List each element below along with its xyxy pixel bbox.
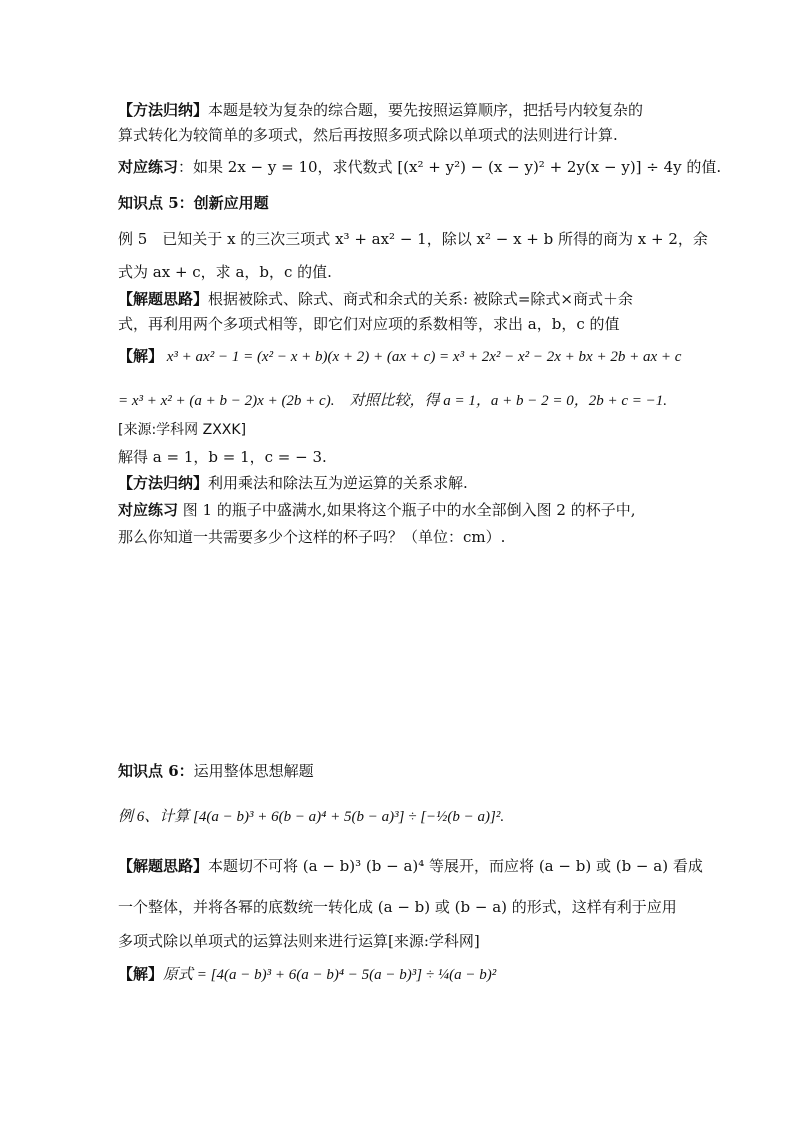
- solution-6: 【解】原式 = [4(a − b)³ + 6(a − b)⁴ − 5(a − b)³] ÷ ¼(a − b)²: [118, 965, 497, 983]
- example-5-cont: 式为 ax + c，求 a，b，c 的值.: [118, 263, 332, 281]
- solution-idea-5-cont: 式，再利用两个多项式相等，即它们对应项的系数相等，求出 a，b，c 的值: [118, 315, 620, 333]
- solution-5-cont: = x³ + x² + (a + b − 2)x + (2b + c). 对照比较，得 a = 1，a + b − 2 = 0，2b + c = −1.: [118, 393, 667, 409]
- method-summary-1-cont: 算式转化为较简单的多项式，然后再按照多项式除以单项式的法则进行计算.: [118, 126, 618, 144]
- exercise-2-cont: 那么你知道一共需要多少个这样的杯子吗？（单位：cm）.: [118, 528, 506, 546]
- exercise-2: 对应练习 图 1 的瓶子中盛满水,如果将这个瓶子中的水全部倒入图 2 的杯子中,: [118, 501, 636, 519]
- source-note-1: [来源:学科网 ZXXK]: [118, 422, 247, 438]
- solution-idea-5: 【解题思路】根据被除式、除式、商式和余式的关系: 被除式=除式×商式＋余: [118, 290, 633, 308]
- solution-idea-6: 【解题思路】本题切不可将 (a − b)³ (b − a)⁴ 等展开，而应将 (a − b) 或 (b − a) 看成: [118, 857, 703, 875]
- example-6: 例 6、计算 [4(a − b)³ + 6(b − a)⁴ + 5(b − a)³] ÷ [−½(b − a)]².: [118, 809, 505, 825]
- solution-idea-6-cont2: 多项式除以单项式的运算法则来进行运算[来源:学科网]: [118, 932, 480, 950]
- solution-5-result: 解得 a = 1，b = 1，c = − 3.: [118, 448, 327, 466]
- solution-5: 【解】 x³ + ax² − 1 = (x² − x + b)(x + 2) + (ax + c) = x³ + 2x² − x² − 2x + bx + 2b + ax + c: [118, 347, 682, 365]
- knowledge-point-5-heading: 知识点 5：创新应用题: [118, 194, 269, 212]
- method-summary-2: 【方法归纳】利用乘法和除法互为逆运算的关系求解.: [118, 474, 468, 492]
- knowledge-point-6-heading: 知识点 6：运用整体思想解题: [118, 762, 314, 780]
- solution-idea-6-cont: 一个整体，并将各幂的底数统一转化成 (a − b) 或 (b − a) 的形式，这样有利于应用: [118, 898, 677, 916]
- method-summary-1: 【方法归纳】本题是较为复杂的综合题，要先按照运算顺序，把括号内较复杂的: [118, 101, 644, 119]
- exercise-1: 对应练习：如果 2x − y = 10，求代数式 [(x² + y²) − (x − y)² + 2y(x − y)] ÷ 4y 的值.: [118, 158, 722, 176]
- example-5: 例 5 已知关于 x 的三次三项式 x³ + ax² − 1，除以 x² − x + b 所得的商为 x + 2，余: [118, 230, 708, 248]
